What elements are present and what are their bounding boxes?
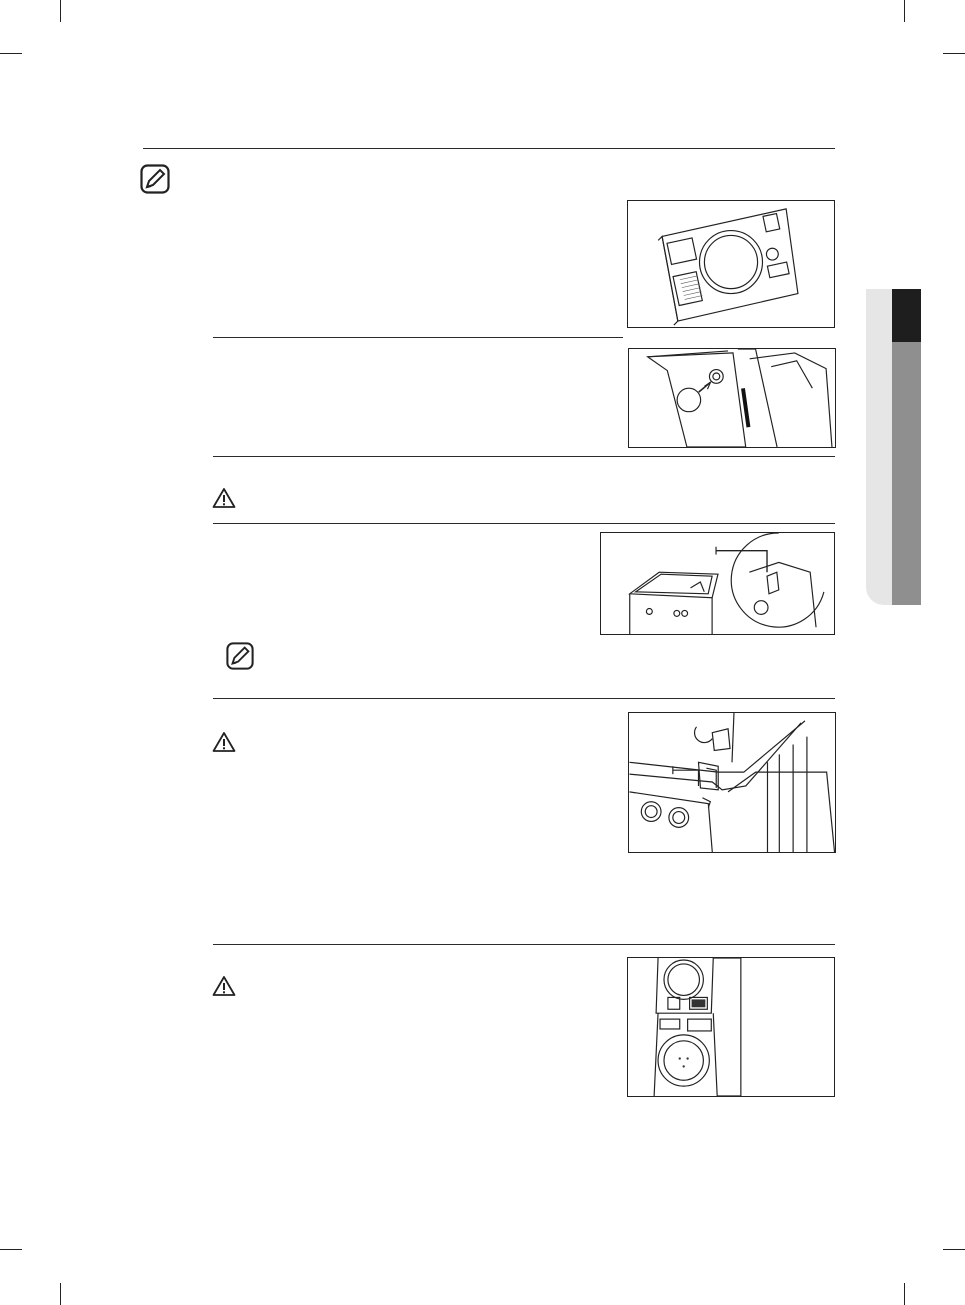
section-rule-1: [213, 337, 623, 338]
crop-mark-bottom-right-v: [904, 1283, 905, 1305]
section-rule-5: [213, 944, 835, 945]
side-tab-background: [866, 289, 892, 605]
crop-mark-top-left-h: [0, 53, 22, 54]
crop-mark-top-right-v: [904, 0, 905, 22]
figure-dryer-rear-foot: [628, 348, 836, 448]
section-rule-2: [213, 456, 835, 457]
warning-triangle-icon: [212, 731, 236, 753]
figure-washer-top-bracket: [600, 532, 835, 635]
crop-mark-top-right-h: [943, 53, 965, 54]
crop-mark-bottom-left-h: [0, 1249, 22, 1250]
note-pencil-icon: [226, 642, 254, 670]
top-rule: [143, 148, 835, 149]
side-tab-marker: [892, 289, 921, 342]
section-rule-3: [213, 523, 835, 524]
warning-triangle-icon: [212, 487, 236, 509]
crop-mark-bottom-left-v: [60, 1283, 61, 1305]
figure-stacked-units: [627, 957, 835, 1097]
note-pencil-icon: [140, 164, 170, 194]
section-rule-4: [213, 698, 835, 699]
figure-bracket-detail: [628, 712, 836, 853]
figure-dryer-lying-on-back: [627, 200, 835, 328]
crop-mark-bottom-right-h: [943, 1249, 965, 1250]
crop-mark-top-left-v: [60, 0, 61, 22]
side-tab-section: [892, 342, 921, 605]
warning-triangle-icon: [212, 975, 236, 997]
